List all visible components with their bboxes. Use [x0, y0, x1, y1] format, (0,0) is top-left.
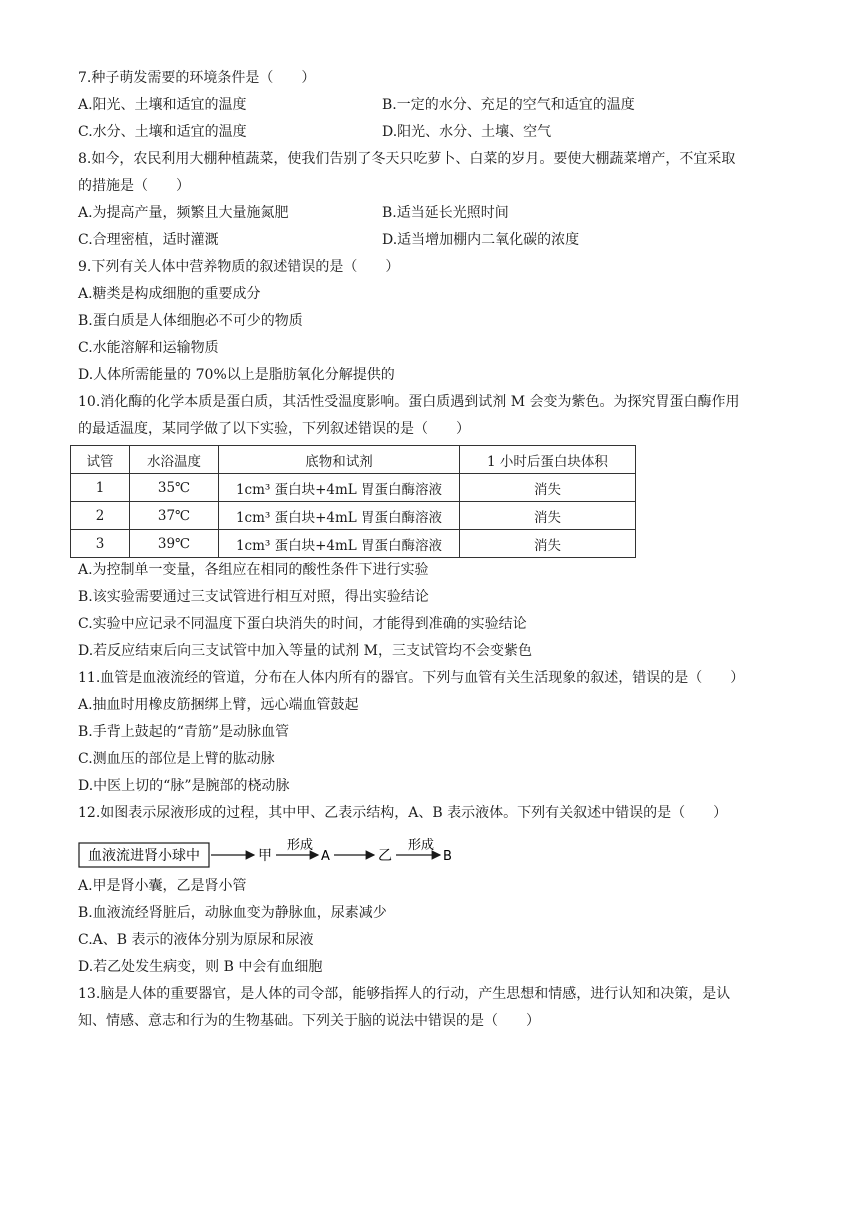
q11-stem: 11.血管是血液流经的管道，分布在人体内所有的器官。下列与血管有关生活现象的叙述，错误的是（ ） — [78, 670, 745, 686]
table-cell: 消失 — [460, 502, 636, 530]
q8-option-d: D.适当增加棚内二氧化碳的浓度 — [382, 232, 580, 248]
diagram-yi: 乙 — [378, 848, 392, 864]
q8-option-c: C.合理密植，适时灌溉 — [78, 232, 219, 248]
q7-option-b: B.一定的水分、充足的空气和适宜的温度 — [382, 97, 635, 113]
table-header-cell: 底物和试剂 — [219, 446, 460, 474]
table-cell: 3 — [71, 530, 130, 558]
q9-option-b: B.蛋白质是人体细胞必不可少的物质 — [78, 313, 303, 329]
table-cell: 35℃ — [130, 474, 219, 502]
q8-option-a: A.为提高产量，频繁且大量施氮肥 — [78, 205, 289, 221]
table-header-cell: 试管 — [71, 446, 130, 474]
q10-stem-line1: 10.消化酶的化学本质是蛋白质，其活性受温度影响。蛋白质遇到试剂 M 会变为紫色。为探究胃蛋白酶作用 — [78, 394, 740, 410]
table-cell: 1 — [71, 474, 130, 502]
table-cell: 1cm³ 蛋白块+4mL 胃蛋白酶溶液 — [219, 474, 460, 502]
table-header-cell: 1 小时后蛋白块体积 — [460, 446, 636, 474]
q11-option-a: A.抽血时用橡皮筋捆绑上臂，远心端血管鼓起 — [78, 697, 359, 713]
table-header-row — [71, 446, 636, 474]
table-row — [71, 502, 636, 530]
experiment-table — [70, 445, 636, 558]
q8-option-b: B.适当延长光照时间 — [382, 205, 509, 221]
q10-stem-line2: 的最适温度，某同学做了以下实验，下列叙述错误的是（ ） — [78, 421, 470, 437]
q7-option-a: A.阳光、土壤和适宜的温度 — [78, 97, 247, 113]
q8-stem-line1: 8.如今，农民利用大棚种植蔬菜，使我们告别了冬天只吃萝卜、白菜的岁月。要使大棚蔬菜增产，不宜采取 — [78, 151, 736, 167]
table-cell: 39℃ — [130, 530, 219, 558]
diagram-form-label-2: 形成 — [407, 838, 435, 853]
q12-stem: 12.如图表示尿液形成的过程，其中甲、乙表示结构，A、B 表示液体。下列有关叙述中错误的是（ ） — [78, 805, 728, 821]
table-row — [71, 474, 636, 502]
table-header-cell: 水浴温度 — [130, 446, 219, 474]
q11-option-d: D.中医上切的“脉”是腕部的桡动脉 — [78, 778, 290, 794]
q7-stem: 7.种子萌发需要的环境条件是（ ） — [78, 70, 316, 86]
q12-option-b: B.血液流经肾脏后，动脉血变为静脉血，尿素减少 — [78, 905, 387, 921]
table-cell: 消失 — [460, 474, 636, 502]
q9-option-c: C.水能溶解和运输物质 — [78, 340, 219, 356]
q10-option-b: B.该实验需要通过三支试管进行相互对照，得出实验结论 — [78, 589, 429, 605]
q11-option-b: B.手背上鼓起的“青筋”是动脉血管 — [78, 724, 290, 740]
q13-stem-line2: 知、情感、意志和行为的生物基础。下列关于脑的说法中错误的是（ ） — [78, 1013, 540, 1029]
q10-option-a: A.为控制单一变量，各组应在相同的酸性条件下进行实验 — [78, 562, 429, 578]
q7-option-d: D.阳光、水分、土壤、空气 — [382, 124, 552, 140]
q10-option-d: D.若反应结束后向三支试管中加入等量的试剂 M，三支试管均不会变紫色 — [78, 643, 532, 659]
table-row — [71, 530, 636, 558]
diagram-A: A — [321, 849, 330, 864]
q7-option-c: C.水分、土壤和适宜的温度 — [78, 124, 247, 140]
q13-stem-line1: 13.脑是人体的重要器官，是人体的司令部，能够指挥人的行动，产生思想和情感，进行认知和决策，是认 — [78, 986, 731, 1002]
diagram-B: B — [443, 849, 452, 864]
table-cell: 1cm³ 蛋白块+4mL 胃蛋白酶溶液 — [219, 502, 460, 530]
q10-option-c: C.实验中应记录不同温度下蛋白块消失的时间，才能得到准确的实验结论 — [78, 616, 527, 632]
diagram-form-label-1: 形成 — [286, 838, 314, 853]
table-cell: 1cm³ 蛋白块+4mL 胃蛋白酶溶液 — [219, 530, 460, 558]
table-cell: 2 — [71, 502, 130, 530]
q11-option-c: C.测血压的部位是上臂的肱动脉 — [78, 751, 275, 767]
q12-option-c: C.A、B 表示的液体分别为原尿和尿液 — [78, 932, 314, 948]
q8-stem-line2: 的措施是（ ） — [78, 178, 190, 194]
q9-stem: 9.下列有关人体中营养物质的叙述错误的是（ ） — [78, 259, 400, 275]
urine-formation-diagram — [78, 834, 478, 874]
q9-option-d: D.人体所需能量的 70%以上是脂肪氧化分解提供的 — [78, 367, 395, 383]
table-cell: 37℃ — [130, 502, 219, 530]
diagram-box-label: 血液流进肾小球中 — [88, 848, 200, 864]
table-cell: 消失 — [460, 530, 636, 558]
q12-option-d: D.若乙处发生病变，则 B 中会有血细胞 — [78, 959, 323, 975]
diagram-jia: 甲 — [258, 848, 272, 864]
q9-option-a: A.糖类是构成细胞的重要成分 — [78, 286, 261, 302]
q12-option-a: A.甲是肾小囊，乙是肾小管 — [78, 878, 247, 894]
